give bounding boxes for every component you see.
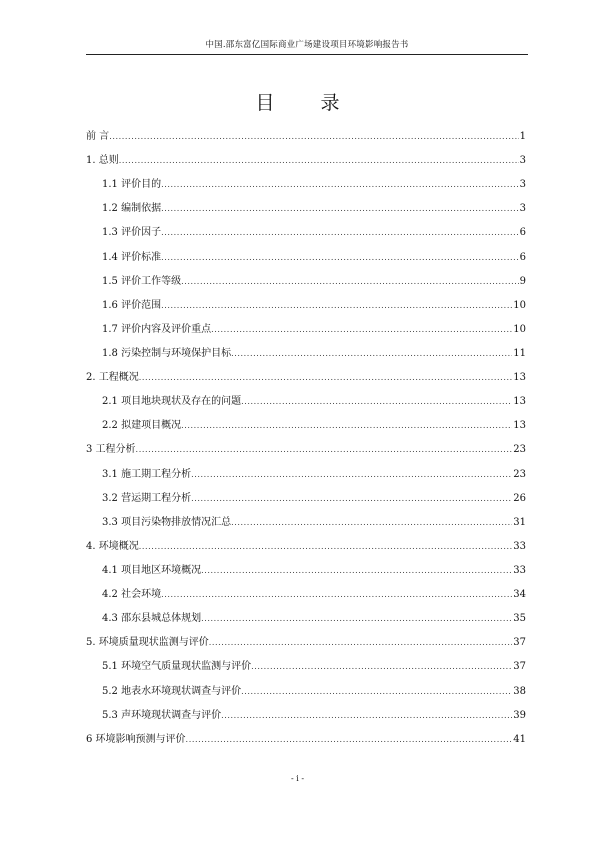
toc-entry-label: 1.1 评价目的 — [102, 179, 162, 191]
toc-entry[interactable] — [86, 655, 526, 679]
toc-entry-page-number: 34 — [513, 589, 526, 601]
toc-entry[interactable] — [86, 173, 526, 197]
toc-entry-page-number: 11 — [513, 347, 526, 359]
toc-entry-label: 2.1 项目地块现状及存在的问题 — [102, 396, 242, 408]
toc-entry-page-number: 10 — [513, 299, 526, 311]
dot-leader — [161, 583, 512, 607]
toc-entry-label: 1.7 评价内容及评价重点 — [102, 323, 212, 335]
dot-leader — [241, 390, 512, 414]
dot-leader — [191, 463, 512, 487]
toc-entry-label: 5.2 地表水环境现状调查与评价 — [102, 685, 242, 697]
toc-entry-page-number: 41 — [513, 733, 526, 745]
toc-entry-label: 1. 总则 — [86, 155, 119, 167]
dot-leader — [161, 246, 519, 270]
toc-entry-label: 4. 环境概况 — [86, 540, 139, 552]
dot-leader — [181, 270, 519, 294]
toc-entry-label: 前 言 — [86, 131, 110, 142]
toc-entry-label: 3.1 施工期工程分析 — [102, 468, 192, 480]
page-title: 目 录 — [255, 92, 360, 114]
toc-entry-label: 4.1 项目地区环境概况 — [102, 564, 202, 576]
toc-entry-page-number: 37 — [513, 661, 526, 673]
dot-leader — [161, 173, 519, 197]
toc-entry-page-number: 3 — [519, 179, 526, 191]
dot-leader — [181, 414, 512, 438]
dot-leader — [201, 607, 512, 631]
toc-entry[interactable] — [86, 125, 526, 149]
dot-leader — [251, 655, 512, 679]
page-number: - i - — [290, 774, 305, 783]
toc-entry-page-number: 33 — [513, 564, 526, 576]
toc-entry[interactable] — [86, 607, 526, 631]
toc-entry[interactable] — [86, 535, 526, 559]
toc-entry-page-number: 6 — [519, 251, 526, 263]
toc-entry-label: 1.5 评价工作等级 — [102, 275, 182, 287]
toc-entry-label: 1.2 编制依据 — [102, 203, 162, 215]
dot-leader — [191, 487, 512, 511]
toc-entry[interactable] — [86, 583, 526, 607]
toc-entry-label: 1.8 污染控制与环境保护目标 — [102, 347, 232, 359]
toc-entry[interactable] — [86, 197, 526, 221]
toc-entry-page-number: 6 — [519, 227, 526, 239]
dot-leader — [186, 728, 513, 752]
toc-entry-page-number: 33 — [513, 540, 526, 552]
dot-leader — [231, 342, 512, 366]
dot-leader — [161, 221, 519, 245]
toc-entry-page-number: 39 — [513, 709, 526, 721]
toc-entry-label: 4.2 社会环境 — [102, 589, 162, 601]
dot-leader — [136, 438, 513, 462]
toc-entry-page-number: 26 — [513, 492, 526, 504]
dot-leader — [161, 197, 519, 221]
toc-entry-label: 5.1 环境空气质量现状监测与评价 — [102, 661, 252, 673]
toc-entry[interactable] — [86, 221, 526, 245]
dot-leader — [109, 125, 518, 149]
toc-entry-page-number: 3 — [519, 155, 526, 167]
dot-leader — [221, 704, 512, 728]
toc-entry[interactable] — [86, 704, 526, 728]
dot-leader — [241, 680, 512, 704]
toc-entry-label: 6 环境影响预测与评价 — [86, 733, 186, 745]
dot-leader — [209, 631, 513, 655]
toc-entry-label: 3.3 项目污染物排放情况汇总 — [102, 516, 232, 528]
toc-entry[interactable] — [86, 631, 526, 655]
toc-entry-label: 2. 工程概况 — [86, 372, 139, 384]
dot-leader — [231, 511, 512, 535]
toc-entry-label: 3 工程分析 — [86, 444, 136, 456]
toc-entry[interactable] — [86, 366, 526, 390]
toc-entry-label: 1.6 评价范围 — [102, 299, 162, 311]
toc-entry-page-number: 23 — [513, 444, 526, 456]
toc-entry[interactable] — [86, 342, 526, 366]
header-divider — [86, 54, 528, 55]
toc-entry-page-number: 35 — [513, 613, 526, 625]
toc-entry-label: 3.2 营运期工程分析 — [102, 492, 192, 504]
toc-entry-page-number: 9 — [519, 275, 526, 287]
toc-entry-label: 5. 环境质量现状监测与评价 — [86, 637, 209, 649]
toc-entry-label: 4.3 邵东县城总体规划 — [102, 613, 202, 625]
dot-leader — [201, 559, 512, 583]
toc-entry-page-number: 38 — [513, 685, 526, 697]
toc-entry-label: 1.3 评价因子 — [102, 227, 162, 239]
toc-entry-page-number: 13 — [513, 420, 526, 432]
toc-entry-label: 5.3 声环境现状调查与评价 — [102, 709, 222, 721]
toc-entry-label: 1.4 评价标准 — [102, 251, 162, 263]
toc-entry[interactable] — [86, 318, 526, 342]
toc-entry[interactable] — [86, 390, 526, 414]
toc-entry-page-number: 31 — [513, 516, 526, 528]
toc-entry-page-number: 10 — [513, 323, 526, 335]
toc-entry-label: 2.2 拟建项目概况 — [102, 420, 182, 432]
toc-entry[interactable] — [86, 246, 526, 270]
toc-entry-page-number: 13 — [513, 396, 526, 408]
dot-leader — [139, 535, 513, 559]
running-header: 中国.邵东富亿国际商业广场建设项目环境影响报告书 — [205, 40, 409, 50]
toc-entry-page-number: 37 — [513, 637, 526, 649]
toc-entry[interactable] — [86, 270, 526, 294]
toc-entry-page-number: 23 — [513, 468, 526, 480]
dot-leader — [139, 366, 513, 390]
dot-leader — [211, 318, 512, 342]
toc-entry[interactable] — [86, 294, 526, 318]
toc-entry[interactable] — [86, 511, 526, 535]
table-of-contents — [86, 125, 526, 752]
toc-entry[interactable] — [86, 149, 526, 173]
toc-entry[interactable] — [86, 487, 526, 511]
toc-entry[interactable] — [86, 414, 526, 438]
dot-leader — [161, 294, 512, 318]
toc-entry[interactable] — [86, 463, 526, 487]
toc-entry[interactable] — [86, 680, 526, 704]
toc-entry-page-number: 1 — [519, 131, 526, 142]
dot-leader — [119, 149, 519, 173]
toc-entry-page-number: 13 — [513, 372, 526, 384]
toc-entry-page-number: 3 — [519, 203, 526, 215]
toc-entry[interactable] — [86, 728, 526, 752]
toc-entry[interactable] — [86, 438, 526, 462]
toc-entry[interactable] — [86, 559, 526, 583]
